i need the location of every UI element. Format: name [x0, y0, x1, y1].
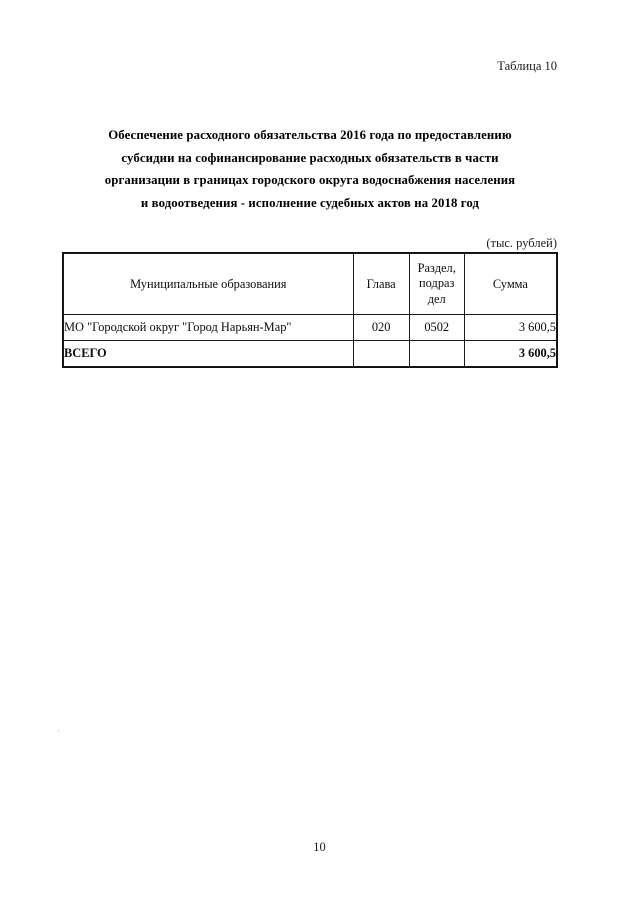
header-amount: Сумма — [464, 254, 556, 315]
table-header-row — [64, 254, 557, 315]
cell-amount: 3 600,5 — [464, 315, 556, 341]
cell-section: 0502 — [409, 315, 464, 341]
table-total-row — [64, 341, 557, 367]
document-title — [63, 124, 557, 214]
total-chapter — [353, 341, 409, 367]
title-line-1: Обеспечение расходного обязательства 2016 года по предоставлению — [108, 128, 512, 142]
table-number-caption: Таблица 10 — [497, 59, 557, 73]
scan-artifact — [57, 729, 60, 732]
total-amount: 3 600,5 — [464, 341, 556, 367]
header-municipality: Муниципальные образования — [64, 254, 354, 315]
title-line-4: и водоотведения - исполнение судебных актов на 2018 год — [140, 195, 480, 210]
total-section — [409, 341, 464, 367]
header-section-line-1: Раздел, — [417, 260, 456, 275]
budget-table-container — [63, 253, 557, 367]
units-note: (тыс. рублей) — [486, 236, 557, 250]
budget-table — [63, 253, 557, 367]
cell-municipality: МО "Городской округ "Город Нарьян-Мар" — [64, 315, 354, 341]
header-section — [409, 254, 464, 315]
cell-chapter: 020 — [353, 315, 409, 341]
page-number: 10 — [313, 840, 326, 854]
header-section-line-3: дел — [427, 291, 446, 306]
table-row — [64, 315, 557, 341]
header-section-line-2: подраз — [419, 276, 455, 291]
title-line-3: организации в границах городского округа водоснабжения населения — [104, 173, 516, 187]
header-chapter: Глава — [353, 254, 409, 315]
total-label: ВСЕГО — [64, 341, 354, 367]
title-line-2: субсидии на софинансирование расходных обязательств в части — [121, 150, 499, 165]
